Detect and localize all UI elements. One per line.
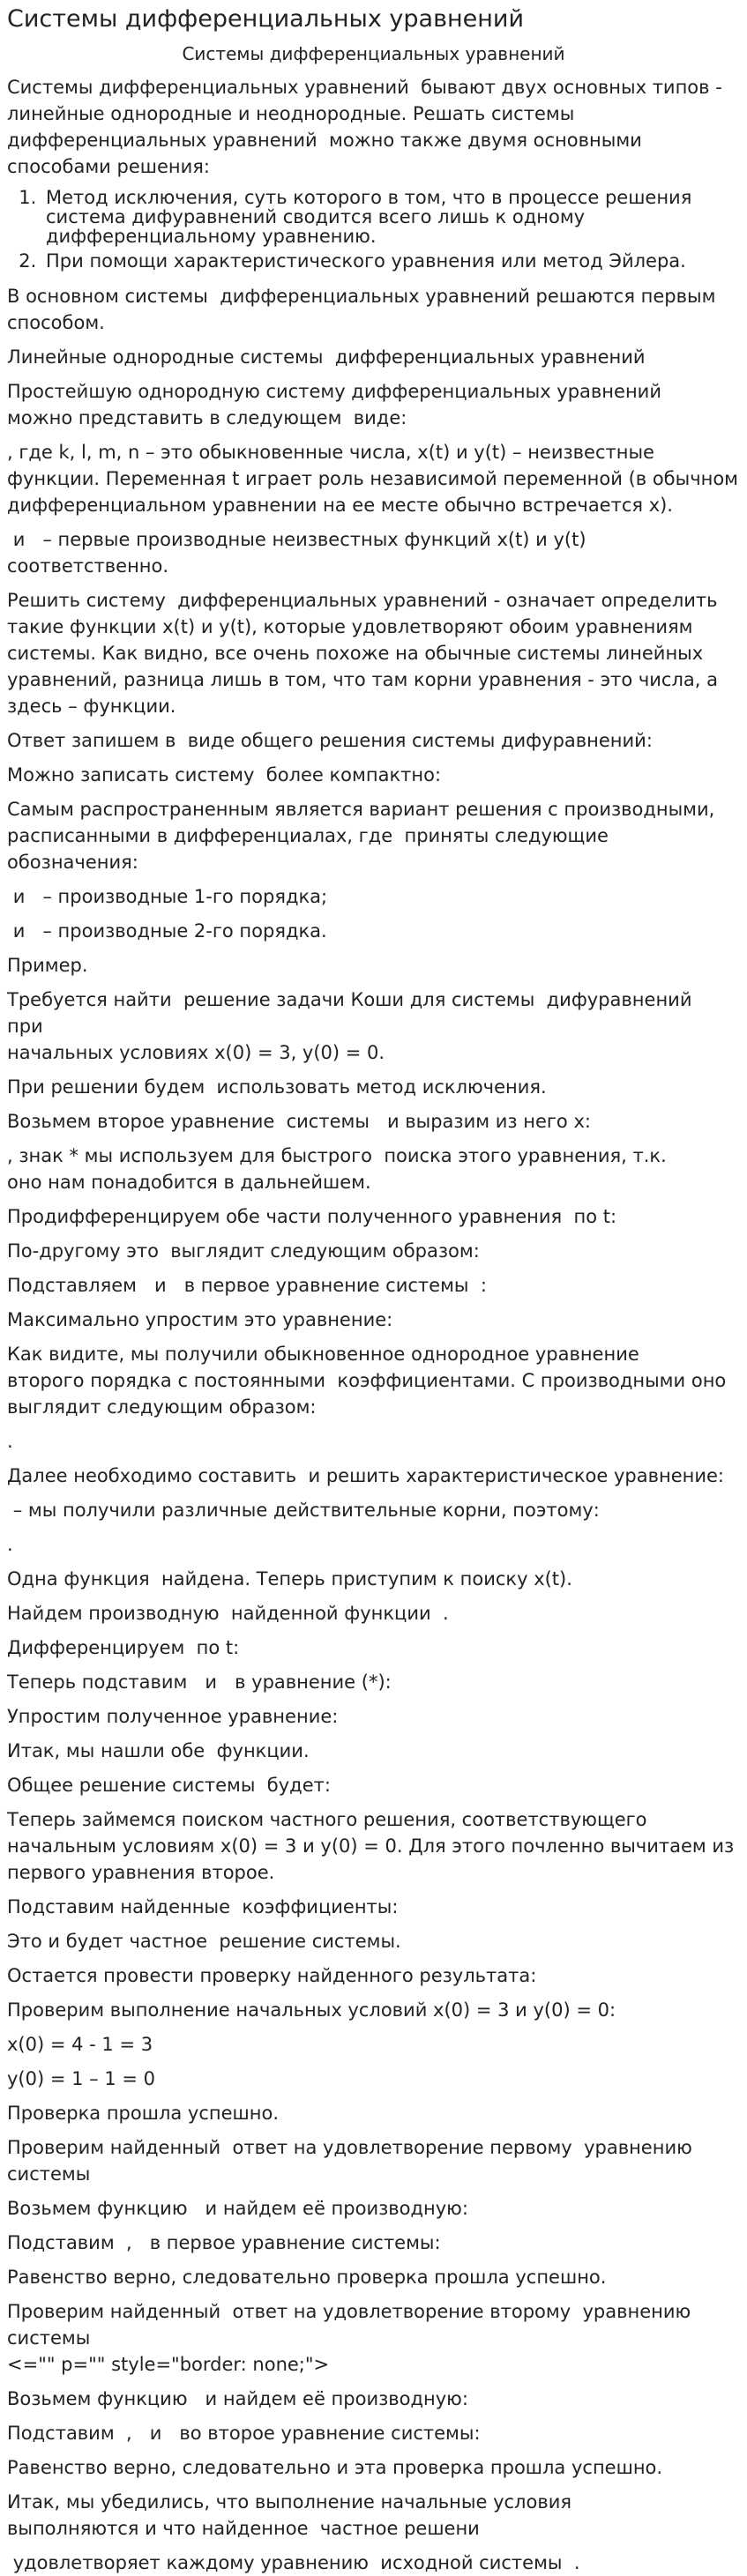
paragraph: и – первые производные неизвестных функций x(t) и y(t) соответственно.: [7, 529, 593, 577]
paragraph: и – производные 1-го порядка;: [7, 886, 328, 907]
paragraph: Максимально упростим это уравнение:: [7, 1309, 393, 1330]
paragraph: x(0) = 4 - 1 = 3: [7, 2034, 153, 2055]
paragraph: – мы получили различные действительные корни, поэтому:: [7, 1500, 600, 1521]
paragraph: Как видите, мы получили обыкновенное однородное уравнение второго порядка с постоянными коэффициентами. С производными оно выглядит следующим образом:: [7, 1344, 727, 1418]
paragraph: При решении будем использовать метод исключения.: [7, 1076, 547, 1098]
paragraph: , знак * мы используем для быстрого поиска этого уравнения, т.к. оно нам понадобится в дальнейшем.: [7, 1145, 667, 1193]
paragraph: Одна функция найдена. Теперь приступим к поиску x(t).: [7, 1568, 572, 1590]
article-subtitle: Системы дифференциальных уравнений: [182, 43, 565, 64]
paragraph: удовлетворяет каждому уравнению исходной системы .: [7, 2552, 580, 2573]
paragraph: Возьмем второе уравнение системы и выразим из него x:: [7, 1111, 591, 1132]
paragraph: Упростим полученное уравнение:: [7, 1706, 339, 1727]
list-item: 2. При помощи характеристического уравнения или метод Эйлера.: [42, 251, 740, 271]
paragraph: Равенство верно, следовательно и эта проверка прошла успешно.: [7, 2457, 663, 2478]
paragraph: Линейные однородные системы дифференциальных уравнений: [7, 346, 646, 368]
paragraph: Продифференцируем обе части полученного уравнения по t:: [7, 1206, 617, 1227]
paragraph: Подставим найденные коэффициенты:: [7, 1896, 399, 1917]
paragraph: , где k, l, m, n – это обыкновенные числа, x(t) и y(t) – неизвестные функции. Переменная t играет роль независимой переменной (в обычном дифференциальном уравнении на ее месте обычно встречается x).: [7, 442, 744, 516]
article-body: [7, 283, 744, 2576]
paragraph: Проверим найденный ответ на удовлетворение первому уравнению системы: [7, 2137, 698, 2185]
paragraph: Итак, мы нашли обе функции.: [7, 1740, 310, 1761]
methods-list: [7, 188, 740, 271]
paragraph: Это и будет частное решение системы.: [7, 1931, 401, 1952]
paragraph: .: [7, 1534, 13, 1555]
paragraph: Возьмем функцию и найдем её производную:: [7, 2198, 468, 2219]
paragraph: Самым распространенным является вариант решения с производными, расписанными в дифференциалах, где приняты следующие обозначения:: [7, 799, 715, 873]
paragraph: В основном системы дифференциальных уравнений решаются первым способом.: [7, 286, 722, 333]
paragraph: Возьмем функцию и найдем её производную:: [7, 2388, 468, 2409]
paragraph: Подставляем и в первое уравнение системы :: [7, 1275, 487, 1296]
paragraph: Теперь займемся поиском частного решения, соответствующего начальным условиям x(0) = 3 и y(0) = 0. Для этого почленно вычитаем из первого уравнения второе.: [7, 1809, 735, 1883]
paragraph: Найдем производную найденной функции .: [7, 1603, 449, 1624]
paragraph: Подставим , и во второе уравнение системы:: [7, 2423, 481, 2444]
paragraph: Можно записать систему более компактно:: [7, 764, 442, 785]
paragraph: Равенство верно, следовательно проверка прошла успешно.: [7, 2267, 607, 2288]
paragraph: Остается провести проверку найденного результата:: [7, 1965, 537, 1986]
paragraph: Проверка прошла успешно.: [7, 2103, 280, 2124]
paragraph: Проверим найденный ответ на удовлетворение второму уравнению системы <="" p="" style="border: none;">: [7, 2301, 691, 2375]
paragraph: Общее решение системы будет:: [7, 1775, 331, 1796]
paragraph: Пример.: [7, 955, 88, 976]
paragraph: Ответ запишем в виде общего решения системы дифуравнений:: [7, 730, 653, 751]
paragraph: Подставим , в первое уравнение системы:: [7, 2232, 441, 2253]
intro-paragraph: Системы дифференциальных уравнений бывают двух основных типов - линейные однородные и неоднородные. Решать системы дифференциальных уравнений можно также двумя основными способами решения:: [7, 77, 728, 177]
paragraph: y(0) = 1 – 1 = 0: [7, 2068, 155, 2089]
paragraph: Дифференцируем по t:: [7, 1637, 240, 1658]
paragraph: Простейшую однородную систему дифференциальных уравнений можно представить в следующем виде:: [7, 381, 661, 428]
paragraph: .: [7, 1431, 13, 1452]
page-title: Системы дифференциальных уравнений: [7, 5, 525, 33]
paragraph: Итак, мы убедились, что выполнение начальные условия выполняются и что найденное частное решени: [7, 2491, 571, 2539]
paragraph: Решить систему дифференциальных уравнений - означает определить такие функции x(t) и y(t), которые удовлетворяют обоим уравнениям системы. Как видно, все очень похоже на обычные системы линейных уравнений, разница лишь в том, что там корни уравнения - это числа, а здесь – функции.: [7, 590, 718, 717]
list-item: 1. Метод исключения, суть которого в том, что в процессе решения система дифуравнений сводится всего лишь к одному дифференциальному уравнению.: [42, 188, 740, 246]
paragraph: Далее необходимо составить и решить характеристическое уравнение:: [7, 1465, 724, 1486]
paragraph: и – производные 2-го порядка.: [7, 920, 327, 942]
paragraph: Проверим выполнение начальных условий x(0) = 3 и y(0) = 0:: [7, 1999, 616, 2021]
paragraph: По-другому это выглядит следующим образом:: [7, 1240, 480, 1262]
paragraph: Требуется найти решение задачи Коши для системы дифуравнений при начальных условиях x(0) = 3, y(0) = 0.: [7, 989, 692, 1063]
paragraph: Теперь подставим и в уравнение (*):: [7, 1671, 392, 1693]
